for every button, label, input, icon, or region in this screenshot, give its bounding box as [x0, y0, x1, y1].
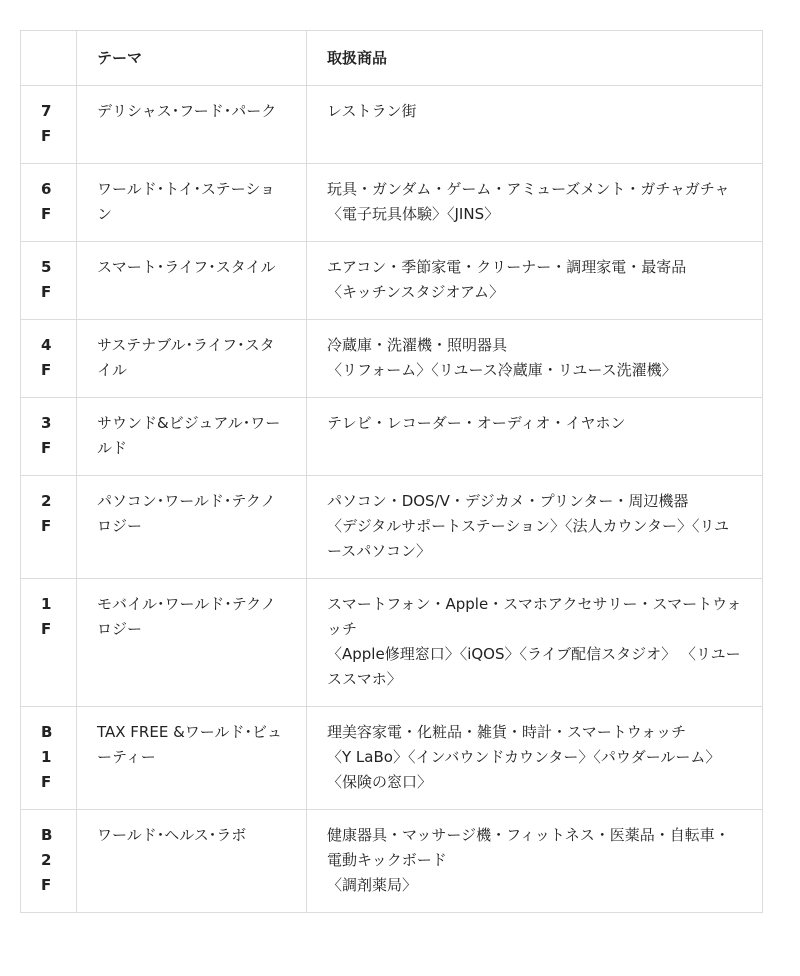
floor-cell	[21, 86, 77, 164]
items-line: 理美容家電・化粧品・雑貨・時計・スマートウォッチ	[327, 723, 687, 741]
items-line: テレビ・レコーダー・オーディオ・イヤホン	[327, 414, 626, 432]
items-line: レストラン街	[327, 102, 417, 120]
items-line: 冷蔵庫・洗濯機・照明器具	[327, 336, 508, 354]
floor-label: 7F	[41, 102, 52, 145]
items-line: 〈リフォーム〉〈リユース冷蔵庫・リユース洗濯機〉	[327, 361, 677, 379]
table-row	[21, 476, 763, 579]
items-line: パソコン・DOS/V・デジカメ・プリンター・周辺機器	[327, 492, 689, 510]
floor-label: 6F	[41, 180, 52, 223]
items-cell	[307, 398, 763, 476]
floor-cell	[21, 476, 77, 579]
theme-cell: ワールド･ヘルス･ラボ	[77, 810, 307, 913]
theme-cell: TAX FREE &ワールド･ビューティー	[77, 707, 307, 810]
floor-cell	[21, 579, 77, 707]
items-cell	[307, 242, 763, 320]
header-row	[21, 31, 763, 86]
items-cell	[307, 164, 763, 242]
items-line: 〈キッチンスタジオアム〉	[327, 283, 505, 301]
floor-cell	[21, 164, 77, 242]
header-items: 取扱商品	[307, 31, 763, 86]
theme-cell: サステナブル･ライフ･スタイル	[77, 320, 307, 398]
items-line: 玩具・ガンダム・ゲーム・アミューズメント・ガチャガチャ	[327, 180, 730, 198]
header-floor	[21, 31, 77, 86]
floor-label: 2F	[41, 492, 52, 535]
floor-label: B2F	[41, 826, 53, 894]
floor-label: 1F	[41, 595, 52, 638]
items-line: スマートフォン・Apple・スマホアクセサリー・スマートウォッチ	[327, 595, 742, 638]
items-cell	[307, 579, 763, 707]
table-row	[21, 242, 763, 320]
items-cell	[307, 810, 763, 913]
items-line: エアコン・季節家電・クリーナー・調理家電・最寄品	[327, 258, 687, 276]
table-row	[21, 810, 763, 913]
theme-cell: モバイル･ワールド･テクノロジー	[77, 579, 307, 707]
floor-cell	[21, 810, 77, 913]
items-cell	[307, 476, 763, 579]
table-row	[21, 579, 763, 707]
items-line: 〈調剤薬局〉	[327, 876, 418, 894]
items-cell	[307, 707, 763, 810]
items-line: 〈電子玩具体験〉〈JINS〉	[327, 205, 500, 223]
floor-cell	[21, 242, 77, 320]
table-row	[21, 86, 763, 164]
floor-label: 5F	[41, 258, 52, 301]
table-row	[21, 398, 763, 476]
floor-guide-table-wrap	[20, 30, 763, 913]
floor-label: 3F	[41, 414, 52, 457]
theme-cell: ワールド･トイ･ステーション	[77, 164, 307, 242]
items-cell	[307, 320, 763, 398]
theme-cell: スマート･ライフ･スタイル	[77, 242, 307, 320]
table-row	[21, 707, 763, 810]
items-line: 〈デジタルサポートステーション〉〈法人カウンター〉〈リユースパソコン〉	[327, 517, 730, 560]
items-line: 健康器具・マッサージ機・フィットネス・医薬品・自転車・電動キックボード	[327, 826, 730, 869]
header-theme: テーマ	[77, 31, 307, 86]
floor-guide-table	[20, 30, 763, 913]
floor-label: 4F	[41, 336, 52, 379]
theme-cell: デリシャス･フード･パーク	[77, 86, 307, 164]
theme-cell: サウンド&ビジュアル･ワールド	[77, 398, 307, 476]
table-row	[21, 164, 763, 242]
table-body	[21, 86, 763, 913]
floor-cell	[21, 707, 77, 810]
table-row	[21, 320, 763, 398]
items-cell	[307, 86, 763, 164]
theme-cell: パソコン･ワールド･テクノロジー	[77, 476, 307, 579]
floor-label: B1F	[41, 723, 53, 791]
floor-cell	[21, 398, 77, 476]
items-line: 〈Apple修理窓口〉〈iQOS〉〈ライブ配信スタジオ〉 〈リユーススマホ〉	[327, 645, 741, 688]
floor-cell	[21, 320, 77, 398]
items-line: 〈Y LaBo〉〈インバウンドカウンター〉〈パウダールーム〉〈保険の窓口〉	[327, 748, 721, 791]
